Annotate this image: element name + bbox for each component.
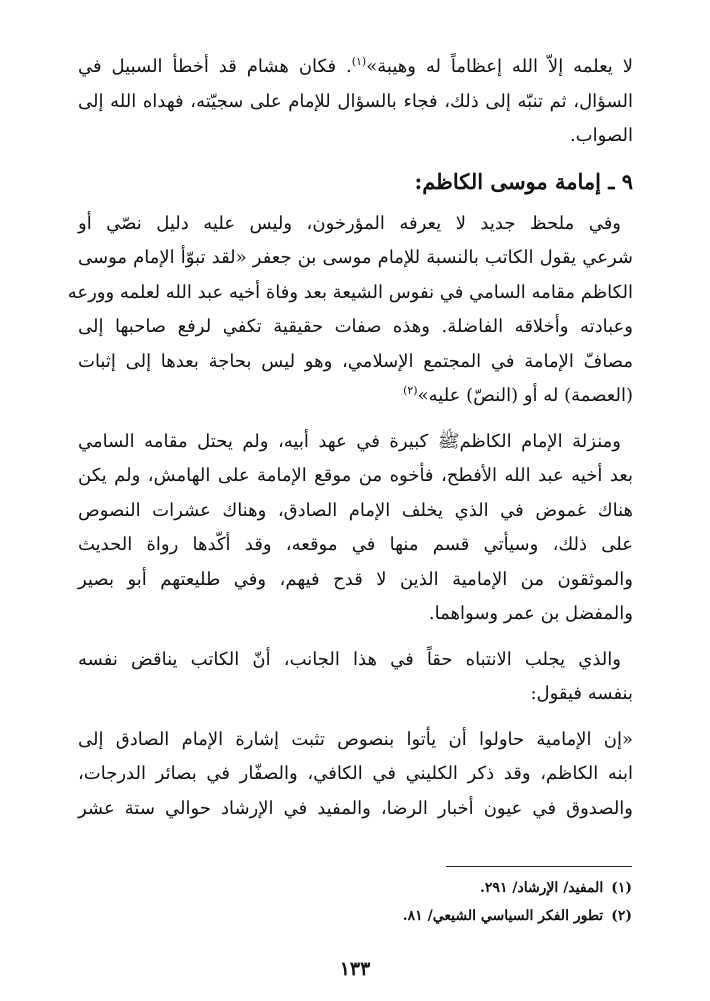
- text-line: شرعي يقول الكاتب بالنسبة للإمام موسى بن جعفر «لقد تبوّأ الإمام موسى: [78, 247, 633, 268]
- section-heading: ٩ ـ إمامة موسى الكاظم:: [414, 168, 633, 194]
- text-line: والمفضل بن عمر وسواهما.: [428, 603, 633, 624]
- text-line: وعبادته وأخلاقه الفاضلة. وهذه صفات حقيقية تكفي لرفع صاحبها إلى: [78, 316, 633, 337]
- text-line: الكاظم مقامه السامي في نفوس الشيعة بعد وفاة أخيه عبد الله لعلمه وورعه: [67, 281, 633, 303]
- text-line: السؤال، ثم تنبّه إلى ذلك، فجاء بالسؤال للإمام على سجيّته، فهداه الله إلى: [78, 90, 633, 112]
- footnote-2: [232, 902, 632, 930]
- text-line: بنفسه فيقول:: [530, 683, 633, 704]
- footnote-ref-2[interactable]: (٢): [403, 384, 418, 397]
- footnote-1: [232, 874, 632, 902]
- text-line: على ذلك، وسيأتي قسم منها في موقعه، وقد أكّدها رواة الحديث: [78, 534, 633, 555]
- text-line: والموثقون من الإمامية الذين لا قدح فيهم، وفي طليعتهم أبو بصير: [78, 568, 633, 590]
- footnote-text: المفيد/ الإرشاد/ ٢٩١.: [480, 880, 604, 896]
- text-line: والصدوق في عيون أخبار الرضا، والمفيد في الإرشاد حوالي ستة عشر: [78, 797, 633, 819]
- page-body: [67, 50, 633, 826]
- text-line: لا يعلمه إلاّ الله إعظاماً له وهيبة»$^{(١)}$. فكان هشام قد أخطأ السبيل في: [78, 55, 633, 77]
- paragraph-5-quote: [78, 723, 633, 827]
- honorific-glyph: ﷺ: [437, 430, 460, 452]
- text-line: ومنزلة الإمام الكاظمﷺ كبيرة في عهد أبيه، ولم يحتل مقامه السامي: [78, 430, 621, 452]
- footnote-ref-1[interactable]: (١): [351, 55, 367, 68]
- text-line: الصواب.: [569, 125, 633, 146]
- footnote-number: (٢): [611, 908, 632, 924]
- footnotes: [232, 874, 632, 930]
- text-line: ابنه الكاظم، وقد ذكر الكليني في الكافي، والصفّار في بصائر الدرجات،: [78, 763, 633, 784]
- text-line: (العصمة) له أو (النصّ) عليه»$^{(٢)}$: [403, 384, 633, 406]
- paragraph-4: [78, 643, 633, 712]
- paragraph-2: [67, 207, 633, 414]
- text-line: مصافّ الإمامة في المجتمع الإسلامي، وهو ليس بحاجة بعدها إلى إثبات: [78, 350, 633, 372]
- page-number: ١٣٣: [339, 958, 371, 980]
- paragraph-3: [78, 425, 633, 632]
- footnote-divider: [446, 866, 632, 867]
- footnote-text: تطور الفكر السياسي الشيعي/ ٨١.: [402, 908, 604, 924]
- text-line: «إن الإمامية حاولوا أن يأتوا بنصوص تثبت إشارة الإمام الصادق إلى: [78, 728, 633, 750]
- text-line: هناك غموض في الذي يخلف الإمام الصادق، وهناك عشرات النصوص: [78, 499, 633, 521]
- footnote-number: (١): [611, 880, 632, 896]
- paragraph-1: [78, 50, 633, 154]
- text-line: والذي يجلب الانتباه حقاً في هذا الجانب، أنّ الكاتب يناقض نفسه: [78, 648, 621, 670]
- text-line: بعد أخيه عبد الله الأفطح، فأخوه من موقع الإمامة على الهامش، ولم يكن: [78, 465, 633, 486]
- text-line: وفي ملحظ جديد لا يعرفه المؤرخون، وليس عليه دليل نصّي أو: [78, 212, 621, 234]
